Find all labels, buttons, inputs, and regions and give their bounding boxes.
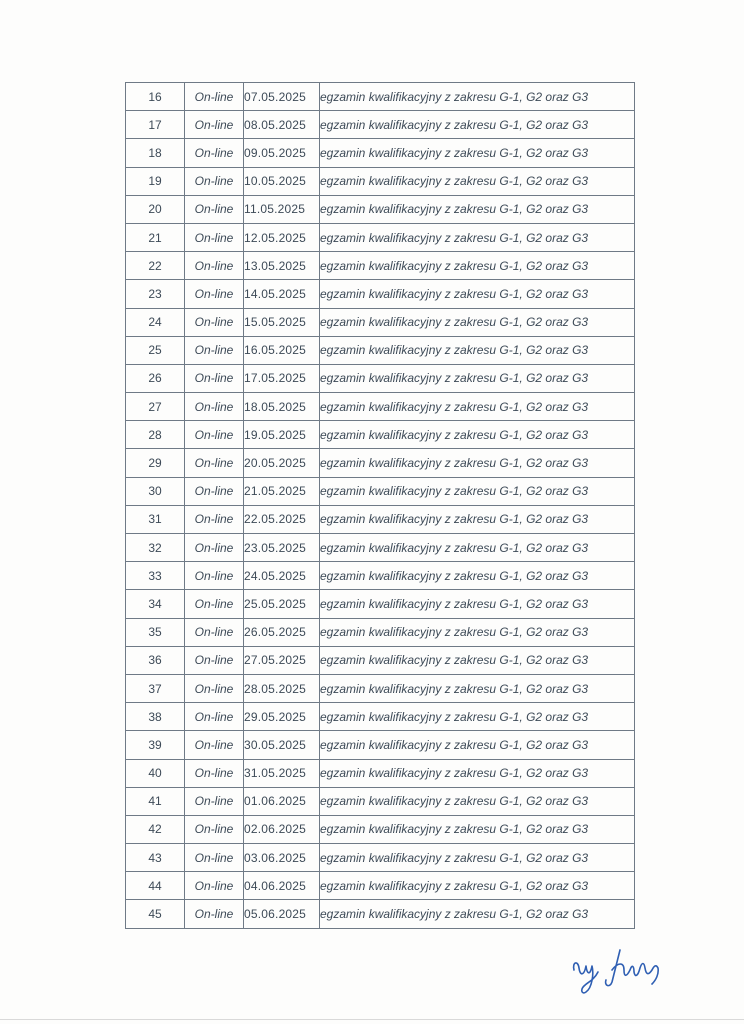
exam-date: 02.06.2025 xyxy=(244,815,320,843)
exam-mode: On-line xyxy=(185,167,244,195)
exam-date: 11.05.2025 xyxy=(244,195,320,223)
exam-date: 31.05.2025 xyxy=(244,759,320,787)
table-row xyxy=(126,844,635,872)
exam-date: 04.06.2025 xyxy=(244,872,320,900)
exam-description: egzamin kwalifikacyjny z zakresu G-1, G2 oraz G3 xyxy=(320,646,635,674)
exam-date: 21.05.2025 xyxy=(244,477,320,505)
exam-date: 14.05.2025 xyxy=(244,280,320,308)
exam-mode: On-line xyxy=(185,421,244,449)
exam-mode: On-line xyxy=(185,590,244,618)
row-number: 32 xyxy=(126,534,185,562)
table-row xyxy=(126,280,635,308)
row-number: 45 xyxy=(126,900,185,928)
row-number: 30 xyxy=(126,477,185,505)
exam-mode: On-line xyxy=(185,787,244,815)
table-row xyxy=(126,674,635,702)
exam-date: 12.05.2025 xyxy=(244,223,320,251)
exam-date: 22.05.2025 xyxy=(244,505,320,533)
exam-mode: On-line xyxy=(185,393,244,421)
row-number: 33 xyxy=(126,562,185,590)
exam-mode: On-line xyxy=(185,364,244,392)
row-number: 28 xyxy=(126,421,185,449)
table-row xyxy=(126,815,635,843)
table-row xyxy=(126,195,635,223)
exam-description: egzamin kwalifikacyjny z zakresu G-1, G2 oraz G3 xyxy=(320,759,635,787)
table-row xyxy=(126,252,635,280)
row-number: 39 xyxy=(126,731,185,759)
row-number: 27 xyxy=(126,393,185,421)
table-row xyxy=(126,139,635,167)
row-number: 35 xyxy=(126,618,185,646)
table-row xyxy=(126,505,635,533)
exam-date: 13.05.2025 xyxy=(244,252,320,280)
exam-mode: On-line xyxy=(185,195,244,223)
table-row xyxy=(126,703,635,731)
exam-mode: On-line xyxy=(185,336,244,364)
exam-mode: On-line xyxy=(185,111,244,139)
exam-description: egzamin kwalifikacyjny z zakresu G-1, G2 oraz G3 xyxy=(320,252,635,280)
exam-mode: On-line xyxy=(185,477,244,505)
exam-description: egzamin kwalifikacyjny z zakresu G-1, G2 oraz G3 xyxy=(320,336,635,364)
row-number: 20 xyxy=(126,195,185,223)
row-number: 40 xyxy=(126,759,185,787)
exam-description: egzamin kwalifikacyjny z zakresu G-1, G2 oraz G3 xyxy=(320,562,635,590)
exam-date: 05.06.2025 xyxy=(244,900,320,928)
exam-date: 09.05.2025 xyxy=(244,139,320,167)
row-number: 29 xyxy=(126,449,185,477)
exam-schedule-table xyxy=(125,82,635,929)
exam-date: 07.05.2025 xyxy=(244,83,320,111)
row-number: 31 xyxy=(126,505,185,533)
row-number: 43 xyxy=(126,844,185,872)
exam-date: 30.05.2025 xyxy=(244,731,320,759)
exam-mode: On-line xyxy=(185,900,244,928)
table-row xyxy=(126,223,635,251)
exam-mode: On-line xyxy=(185,252,244,280)
exam-description: egzamin kwalifikacyjny z zakresu G-1, G2 oraz G3 xyxy=(320,900,635,928)
exam-date: 23.05.2025 xyxy=(244,534,320,562)
row-number: 17 xyxy=(126,111,185,139)
exam-mode: On-line xyxy=(185,139,244,167)
exam-description: egzamin kwalifikacyjny z zakresu G-1, G2 oraz G3 xyxy=(320,815,635,843)
row-number: 21 xyxy=(126,223,185,251)
exam-description: egzamin kwalifikacyjny z zakresu G-1, G2 oraz G3 xyxy=(320,787,635,815)
table-row xyxy=(126,646,635,674)
exam-date: 27.05.2025 xyxy=(244,646,320,674)
exam-date: 25.05.2025 xyxy=(244,590,320,618)
exam-description: egzamin kwalifikacyjny z zakresu G-1, G2 oraz G3 xyxy=(320,421,635,449)
exam-description: egzamin kwalifikacyjny z zakresu G-1, G2 oraz G3 xyxy=(320,449,635,477)
table-row xyxy=(126,590,635,618)
exam-description: egzamin kwalifikacyjny z zakresu G-1, G2 oraz G3 xyxy=(320,393,635,421)
row-number: 34 xyxy=(126,590,185,618)
exam-description: egzamin kwalifikacyjny z zakresu G-1, G2 oraz G3 xyxy=(320,223,635,251)
exam-description: egzamin kwalifikacyjny z zakresu G-1, G2 oraz G3 xyxy=(320,308,635,336)
exam-date: 29.05.2025 xyxy=(244,703,320,731)
exam-schedule-body xyxy=(126,83,635,929)
exam-description: egzamin kwalifikacyjny z zakresu G-1, G2 oraz G3 xyxy=(320,674,635,702)
exam-date: 19.05.2025 xyxy=(244,421,320,449)
table-row xyxy=(126,393,635,421)
row-number: 44 xyxy=(126,872,185,900)
exam-date: 15.05.2025 xyxy=(244,308,320,336)
exam-date: 26.05.2025 xyxy=(244,618,320,646)
exam-description: egzamin kwalifikacyjny z zakresu G-1, G2 oraz G3 xyxy=(320,364,635,392)
row-number: 36 xyxy=(126,646,185,674)
table-row xyxy=(126,167,635,195)
exam-mode: On-line xyxy=(185,731,244,759)
exam-date: 08.05.2025 xyxy=(244,111,320,139)
exam-date: 24.05.2025 xyxy=(244,562,320,590)
exam-date: 03.06.2025 xyxy=(244,844,320,872)
handwritten-signature-icon xyxy=(568,940,686,1000)
exam-date: 17.05.2025 xyxy=(244,364,320,392)
exam-description: egzamin kwalifikacyjny z zakresu G-1, G2 oraz G3 xyxy=(320,731,635,759)
row-number: 22 xyxy=(126,252,185,280)
exam-mode: On-line xyxy=(185,674,244,702)
row-number: 18 xyxy=(126,139,185,167)
table-row xyxy=(126,872,635,900)
exam-description: egzamin kwalifikacyjny z zakresu G-1, G2 oraz G3 xyxy=(320,280,635,308)
table-row xyxy=(126,421,635,449)
table-row xyxy=(126,83,635,111)
exam-date: 18.05.2025 xyxy=(244,393,320,421)
signature-stroke-1 xyxy=(574,963,598,993)
table-row xyxy=(126,477,635,505)
row-number: 42 xyxy=(126,815,185,843)
page-bottom-edge xyxy=(0,1019,744,1020)
row-number: 19 xyxy=(126,167,185,195)
exam-description: egzamin kwalifikacyjny z zakresu G-1, G2 oraz G3 xyxy=(320,703,635,731)
exam-description: egzamin kwalifikacyjny z zakresu G-1, G2 oraz G3 xyxy=(320,872,635,900)
exam-mode: On-line xyxy=(185,308,244,336)
table-row xyxy=(126,759,635,787)
table-row xyxy=(126,731,635,759)
table-row xyxy=(126,111,635,139)
row-number: 41 xyxy=(126,787,185,815)
row-number: 38 xyxy=(126,703,185,731)
exam-mode: On-line xyxy=(185,844,244,872)
exam-description: egzamin kwalifikacyjny z zakresu G-1, G2 oraz G3 xyxy=(320,139,635,167)
exam-description: egzamin kwalifikacyjny z zakresu G-1, G2 oraz G3 xyxy=(320,477,635,505)
exam-description: egzamin kwalifikacyjny z zakresu G-1, G2 oraz G3 xyxy=(320,844,635,872)
exam-description: egzamin kwalifikacyjny z zakresu G-1, G2 oraz G3 xyxy=(320,167,635,195)
row-number: 37 xyxy=(126,674,185,702)
table-row xyxy=(126,449,635,477)
exam-mode: On-line xyxy=(185,223,244,251)
table-row xyxy=(126,618,635,646)
exam-mode: On-line xyxy=(185,618,244,646)
exam-description: egzamin kwalifikacyjny z zakresu G-1, G2 oraz G3 xyxy=(320,195,635,223)
exam-mode: On-line xyxy=(185,872,244,900)
table-row xyxy=(126,562,635,590)
exam-mode: On-line xyxy=(185,534,244,562)
table-row xyxy=(126,364,635,392)
table-row xyxy=(126,308,635,336)
exam-mode: On-line xyxy=(185,83,244,111)
row-number: 16 xyxy=(126,83,185,111)
exam-mode: On-line xyxy=(185,505,244,533)
exam-mode: On-line xyxy=(185,646,244,674)
exam-date: 16.05.2025 xyxy=(244,336,320,364)
exam-mode: On-line xyxy=(185,703,244,731)
exam-mode: On-line xyxy=(185,562,244,590)
row-number: 24 xyxy=(126,308,185,336)
exam-date: 20.05.2025 xyxy=(244,449,320,477)
exam-description: egzamin kwalifikacyjny z zakresu G-1, G2 oraz G3 xyxy=(320,618,635,646)
exam-date: 10.05.2025 xyxy=(244,167,320,195)
row-number: 26 xyxy=(126,364,185,392)
exam-description: egzamin kwalifikacyjny z zakresu G-1, G2 oraz G3 xyxy=(320,505,635,533)
exam-description: egzamin kwalifikacyjny z zakresu G-1, G2 oraz G3 xyxy=(320,111,635,139)
exam-date: 28.05.2025 xyxy=(244,674,320,702)
exam-description: egzamin kwalifikacyjny z zakresu G-1, G2 oraz G3 xyxy=(320,534,635,562)
table-row xyxy=(126,787,635,815)
exam-mode: On-line xyxy=(185,449,244,477)
table-row xyxy=(126,336,635,364)
row-number: 23 xyxy=(126,280,185,308)
exam-mode: On-line xyxy=(185,280,244,308)
exam-date: 01.06.2025 xyxy=(244,787,320,815)
row-number: 25 xyxy=(126,336,185,364)
table-row xyxy=(126,900,635,928)
table-row xyxy=(126,534,635,562)
signature-stroke-2 xyxy=(606,950,659,986)
exam-description: egzamin kwalifikacyjny z zakresu G-1, G2 oraz G3 xyxy=(320,83,635,111)
exam-mode: On-line xyxy=(185,759,244,787)
exam-description: egzamin kwalifikacyjny z zakresu G-1, G2 oraz G3 xyxy=(320,590,635,618)
exam-mode: On-line xyxy=(185,815,244,843)
